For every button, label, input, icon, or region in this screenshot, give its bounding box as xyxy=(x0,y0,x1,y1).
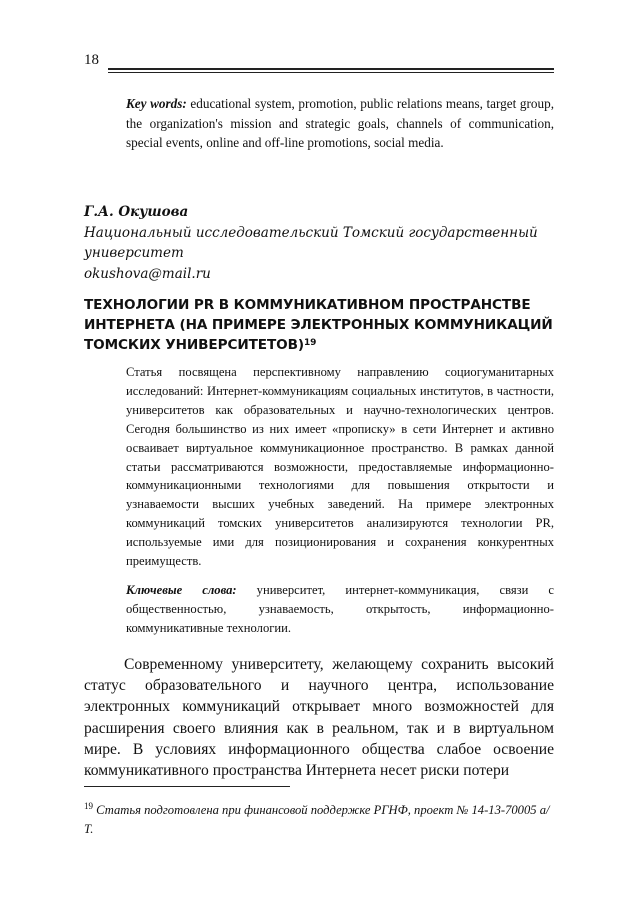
title-footnote-ref: 19 xyxy=(304,338,317,348)
keywords-english xyxy=(126,94,554,153)
page-number: 18 xyxy=(84,52,99,68)
author-name: Г.А. Окушова xyxy=(84,204,189,220)
keywords-russian-text: университет, интернет-коммуникация, связи с общественностью, узнаваемость, открытость, информационно-коммуникативные технологии. xyxy=(126,583,554,635)
author-affiliation: Национальный исследовательский Томский государственный университет xyxy=(84,224,538,261)
keywords-russian-label: Ключевые слова: xyxy=(126,583,237,597)
abstract: Статья посвящена перспективному направлению социогуманитарных исследований: Интернет-коммуникациям социальных институтов, в частности, университетов как образовательных и научно-технологических центров. Сегодня большинство из них имеет «прописку» в сети Интернет и активно осваивает виртуальное коммуникационное пространство. В рамках данной статьи рассматриваются возможности, предоставляемые информационно-коммуникационными технологиями для повышения открытости и узнаваемости высших учебных заведений. На примере электронных коммуникаций томских университетов анализируются технологии PR, используемые ими для позиционирования и сохранения конкурентных преимуществ. xyxy=(126,365,554,569)
article-title xyxy=(84,295,564,355)
footnote-text: Статья подготовлена при финансовой поддержке РГНФ, проект № 14-13-70005 а/Т. xyxy=(84,803,550,836)
header-rule-thin xyxy=(108,72,554,73)
footnote-rule xyxy=(84,786,290,787)
footnote-number: 19 xyxy=(84,801,93,811)
article-title-text: ТЕХНОЛОГИИ PR В КОММУНИКАТИВНОМ ПРОСТРАНСТВЕ ИНТЕРНЕТА (НА ПРИМЕРЕ ЭЛЕКТРОННЫХ КОММУНИКАЦИЙ ТОМСКИХ УНИВЕРСИТЕТОВ) xyxy=(84,297,553,353)
header-rule xyxy=(108,68,554,70)
keywords-russian xyxy=(126,581,554,638)
author-block xyxy=(84,202,554,284)
author-email: okushova@mail.ru xyxy=(84,265,211,282)
body-paragraph: Современному университету, желающему сохранить высокий статус образовательного и научного центра, использование электронных коммуникаций открывает много возможностей для расширения своего влияния как в реальном, так и в виртуальном мире. В условиях информационного общества слабое освоение коммуникативного пространства Интернета несет риски потери xyxy=(84,656,554,780)
keywords-english-text: educational system, promotion, public relations means, target group, the organization's mission and strategic goals, channels of communication, special events, online and off-line promotions, social media. xyxy=(126,96,554,150)
keywords-english-label: Key words: xyxy=(126,96,187,111)
footnote xyxy=(84,797,554,838)
